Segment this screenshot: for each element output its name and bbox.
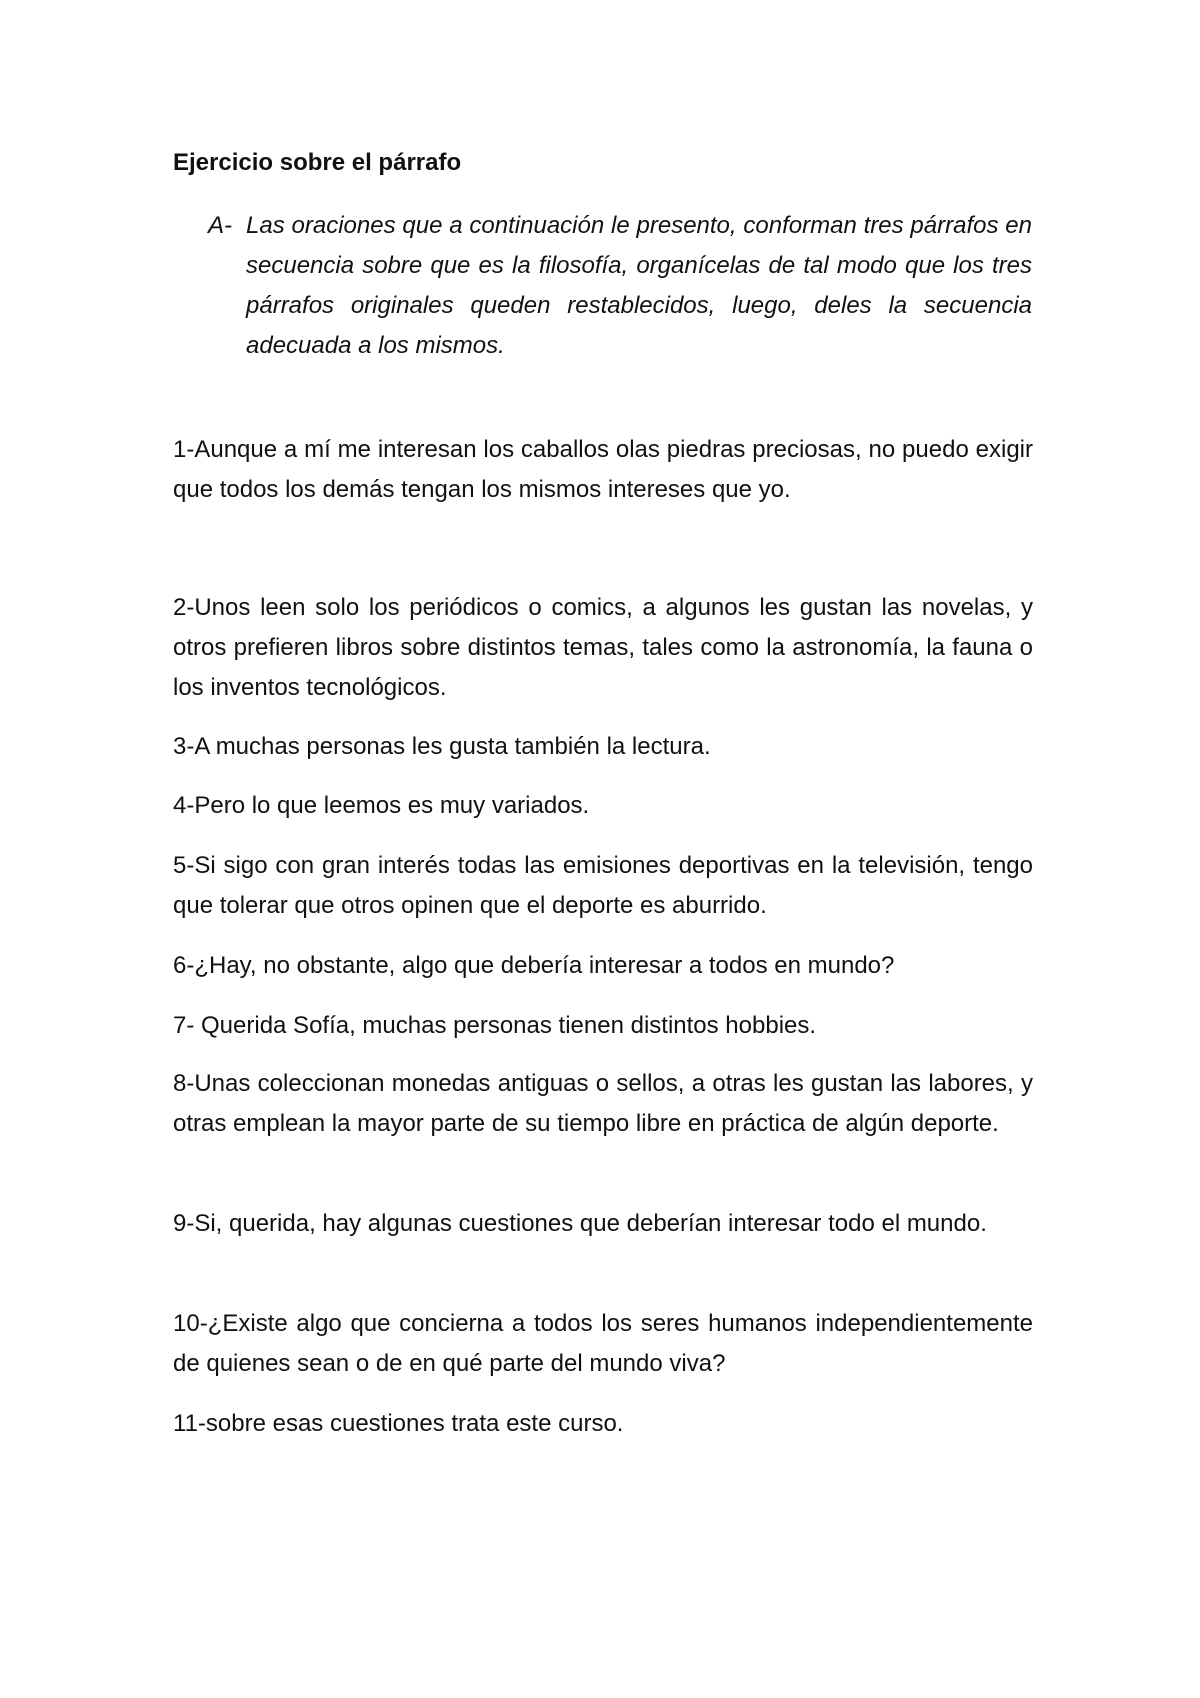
- sentence-3: 3-A muchas personas les gusta también la lectura.: [173, 733, 711, 760]
- sentence-7: 7- Querida Sofía, muchas personas tienen distintos hobbies.: [173, 1012, 817, 1039]
- document-title: Ejercicio sobre el párrafo: [173, 149, 462, 176]
- sentence-8: 8-Unas coleccionan monedas antiguas o sellos, a otras les gustan las labores, y otras emplean la mayor parte de su tiempo libre en práctica de algún deporte.: [173, 1070, 1033, 1137]
- sentence-10: 10-¿Existe algo que concierna a todos los seres humanos independientemente de quienes sean o de en qué parte del mundo viva?: [173, 1310, 1033, 1377]
- sentence-4: 4-Pero lo que leemos es muy variados.: [173, 792, 590, 819]
- instruction-text: Las oraciones que a continuación le presento, conforman tres párrafos en secuencia sobre que es la filosofía, organícelas de tal modo que los tres párrafos originales queden restablecidos, luego, deles la secuencia adecuada a los mismos.: [246, 212, 1032, 359]
- sentence-9: 9-Si, querida, hay algunas cuestiones que deberían interesar todo el mundo.: [173, 1210, 987, 1237]
- sentence-2: 2-Unos leen solo los periódicos o comics, a algunos les gustan las novelas, y otros prefieren libros sobre distintos temas, tales como la astronomía, la fauna o los inventos tecnológicos.: [173, 594, 1033, 701]
- sentence-11: 11-sobre esas cuestiones trata este curso.: [173, 1410, 624, 1437]
- sentence-5: 5-Si sigo con gran interés todas las emisiones deportivas en la televisión, tengo que tolerar que otros opinen que el deporte es aburrido.: [173, 852, 1033, 919]
- sentence-6: 6-¿Hay, no obstante, algo que debería interesar a todos en mundo?: [173, 952, 895, 979]
- instruction-marker: A-: [208, 212, 232, 239]
- sentence-1: 1-Aunque a mí me interesan los caballos olas piedras preciosas, no puedo exigir que todos los demás tengan los mismos intereses que yo.: [173, 436, 1033, 503]
